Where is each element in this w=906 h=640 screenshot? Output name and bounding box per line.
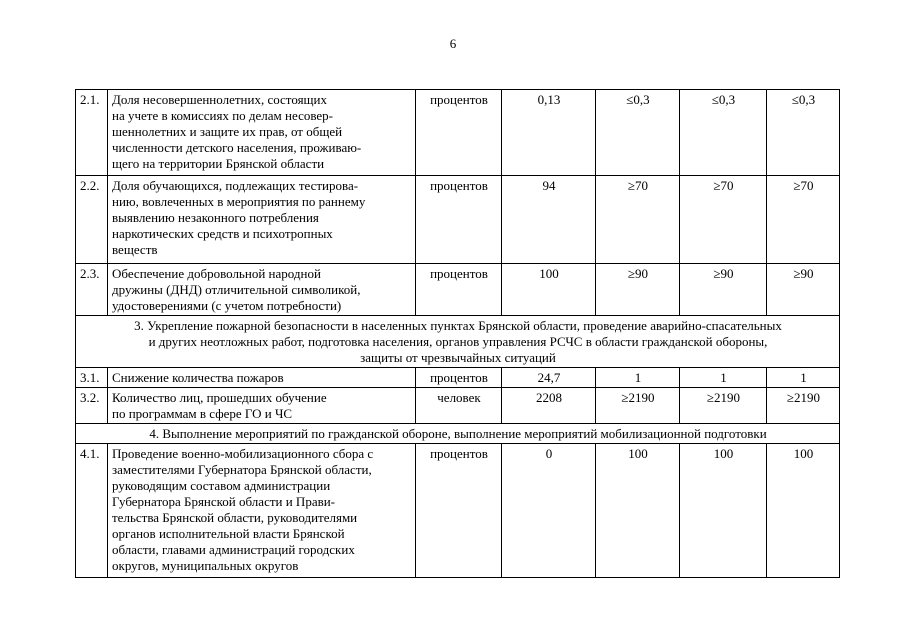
value-cell: ≥90 xyxy=(680,264,767,316)
indicator-name-line: нию, вовлеченных в мероприятия по раннему xyxy=(112,194,366,209)
section-title-line: 4. Выполнение мероприятий по гражданской обороне, выполнение мероприятий мобилизационной подготовки xyxy=(149,426,767,441)
value-cell: ≥2190 xyxy=(680,388,767,424)
section-row xyxy=(76,424,840,444)
row-number: 2.3. xyxy=(76,264,108,316)
unit-cell: человек xyxy=(416,388,502,424)
indicator-name-line: Доля обучающихся, подлежащих тестирова- xyxy=(112,178,359,193)
indicator-name-line: по программам в сфере ГО и ЧС xyxy=(112,406,293,421)
indicator-name-line: заместителями Губернатора Брянской области, xyxy=(112,462,372,477)
table-row xyxy=(76,264,840,316)
indicator-name-line: Доля несовершеннолетних, состоящих xyxy=(112,92,328,107)
value-cell: ≥70 xyxy=(767,176,840,264)
indicator-name xyxy=(108,368,416,388)
section-title xyxy=(76,316,840,368)
indicator-name-line: Губернатора Брянской области и Прави- xyxy=(112,494,336,509)
indicator-name-line: веществ xyxy=(112,242,158,257)
table-row xyxy=(76,444,840,578)
indicator-name-line: Снижение количества пожаров xyxy=(112,370,284,385)
unit-cell: процентов xyxy=(416,444,502,578)
value-cell: 1 xyxy=(596,368,680,388)
unit-cell: процентов xyxy=(416,176,502,264)
section-row xyxy=(76,316,840,368)
indicator-name-line: округов, муниципальных округов xyxy=(112,558,299,573)
unit-cell: процентов xyxy=(416,90,502,176)
indicator-name-line: шеннолетних и защите их прав, от общей xyxy=(112,124,343,139)
value-cell: ≥2190 xyxy=(767,388,840,424)
indicator-name-line: выявлению незаконного потребления xyxy=(112,210,319,225)
indicator-name xyxy=(108,388,416,424)
value-cell: 1 xyxy=(767,368,840,388)
table-row xyxy=(76,90,840,176)
row-number: 2.1. xyxy=(76,90,108,176)
indicator-name-line: органов исполнительной власти Брянской xyxy=(112,526,345,541)
indicator-name-line: Проведение военно-мобилизационного сбора с xyxy=(112,446,374,461)
section-title-line: защиты от чрезвычайных ситуаций xyxy=(360,350,556,365)
value-cell: ≤0,3 xyxy=(596,90,680,176)
indicator-name xyxy=(108,444,416,578)
value-cell: ≥2190 xyxy=(596,388,680,424)
section-title-line: и других неотложных работ, подготовка населения, органов управления РСЧС в области гражданской обороны, xyxy=(148,334,768,349)
indicator-name-line: дружины (ДНД) отличительной символикой, xyxy=(112,282,361,297)
indicators-table xyxy=(75,89,840,578)
row-number: 2.2. xyxy=(76,176,108,264)
value-cell: 100 xyxy=(596,444,680,578)
value-cell: 1 xyxy=(680,368,767,388)
indicator-name-line: Обеспечение добровольной народной xyxy=(112,266,321,281)
table-row xyxy=(76,176,840,264)
indicator-name xyxy=(108,264,416,316)
row-number: 3.2. xyxy=(76,388,108,424)
row-number: 3.1. xyxy=(76,368,108,388)
indicator-name-line: руководящим составом администрации xyxy=(112,478,331,493)
value-cell: ≥90 xyxy=(596,264,680,316)
indicator-name-line: тельства Брянской области, руководителями xyxy=(112,510,358,525)
value-cell: 0,13 xyxy=(502,90,596,176)
indicator-name-line: численности детского населения, проживаю- xyxy=(112,140,362,155)
indicator-name-line: удостоверениями (с учетом потребности) xyxy=(112,298,342,313)
section-title-line: 3. Укрепление пожарной безопасности в населенных пунктах Брянской области, проведение аварийно-спасательных xyxy=(134,318,782,333)
value-cell: ≥90 xyxy=(767,264,840,316)
section-title xyxy=(76,424,840,444)
value-cell: ≥70 xyxy=(596,176,680,264)
value-cell: ≥70 xyxy=(680,176,767,264)
value-cell: 24,7 xyxy=(502,368,596,388)
value-cell: ≤0,3 xyxy=(680,90,767,176)
indicator-name-line: щего на территории Брянской области xyxy=(112,156,325,171)
indicator-name-line: области, главами администраций городских xyxy=(112,542,355,557)
row-number: 4.1. xyxy=(76,444,108,578)
value-cell: 100 xyxy=(680,444,767,578)
page-number: 6 xyxy=(449,36,457,51)
value-cell: 0 xyxy=(502,444,596,578)
indicator-name-line: Количество лиц, прошедших обучение xyxy=(112,390,327,405)
indicator-name xyxy=(108,90,416,176)
table-row xyxy=(76,368,840,388)
indicator-name-line: на учете в комиссиях по делам несовер- xyxy=(112,108,333,123)
value-cell: ≤0,3 xyxy=(767,90,840,176)
unit-cell: процентов xyxy=(416,368,502,388)
value-cell: 94 xyxy=(502,176,596,264)
table-row xyxy=(76,388,840,424)
value-cell: 100 xyxy=(767,444,840,578)
value-cell: 100 xyxy=(502,264,596,316)
value-cell: 2208 xyxy=(502,388,596,424)
indicator-name-line: наркотических средств и психотропных xyxy=(112,226,333,241)
indicator-name xyxy=(108,176,416,264)
unit-cell: процентов xyxy=(416,264,502,316)
